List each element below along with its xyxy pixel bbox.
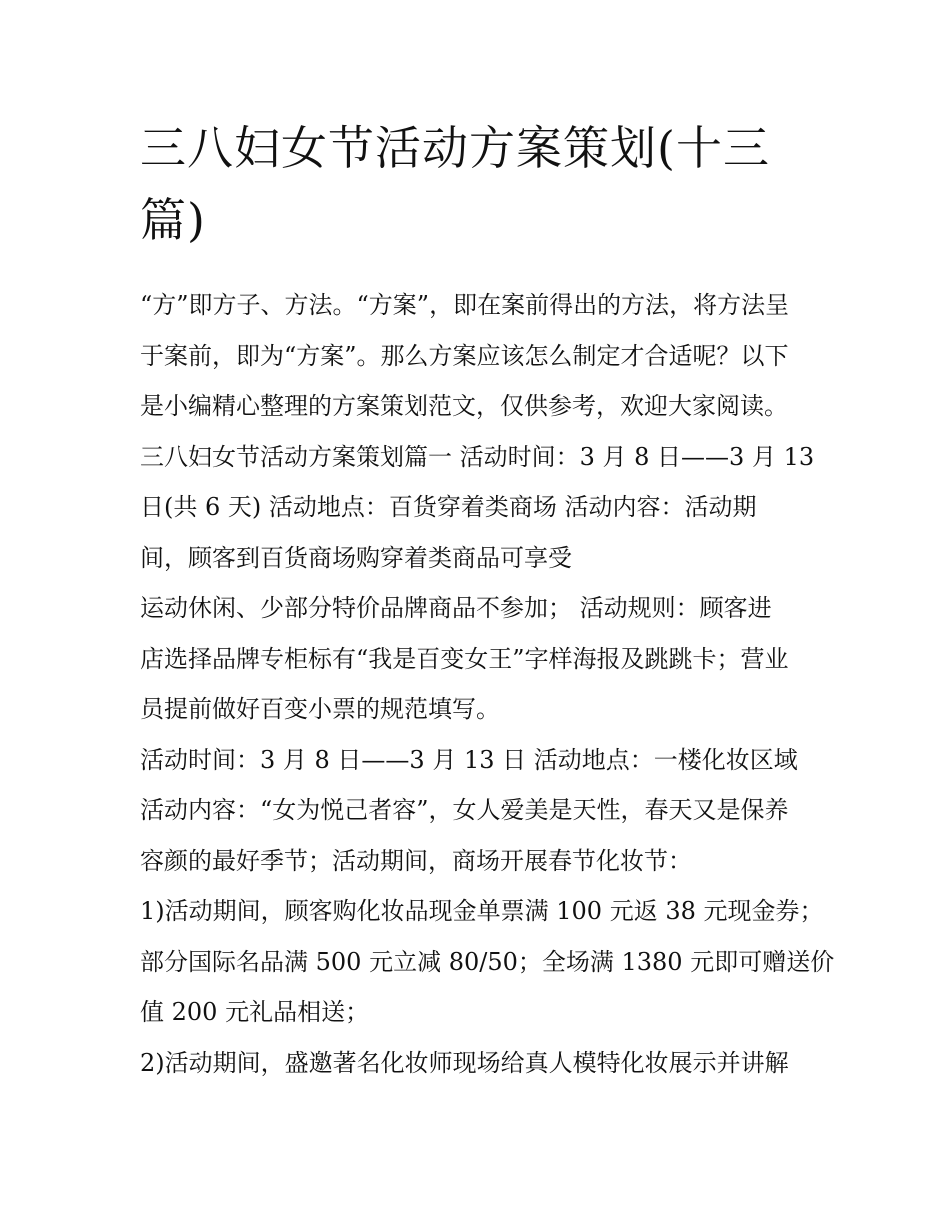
body-line: 值 200 元礼品相送；	[140, 998, 370, 1026]
body-line: 2)活动期间，盛邀著名化妆师现场给真人模特化妆展示并讲解	[140, 1048, 789, 1077]
title-line: 三八妇女节活动方案策划(十三	[140, 121, 770, 175]
body-line: 三八妇女节活动方案策划篇一 活动时间：3 月 8 日——3 月 13	[140, 442, 815, 471]
title-line: 篇)	[140, 193, 206, 247]
body-line: 员提前做好百变小票的规范填写。	[140, 695, 500, 723]
body-line: 1)活动期间，顾客购化妆品现金单票满 100 元返 38 元现金券；	[140, 897, 824, 925]
body-line: 于案前，即为“方案”。那么方案应该怎么制定才合适呢？以下	[140, 341, 789, 370]
document-body	[140, 280, 835, 1088]
body-line: 店选择品牌专柜标有“我是百变女王”字样海报及跳跳卡；营业	[140, 644, 789, 673]
body-line: 是小编精心整理的方案策划范文，仅供参考，欢迎大家阅读。	[140, 392, 788, 420]
body-line: 部分国际名品满 500 元立减 80/50；全场满 1380 元即可赠送价	[140, 947, 835, 976]
document-page	[140, 112, 835, 1088]
body-line: 日(共 6 天) 活动地点：百货穿着类商场 活动内容：活动期	[140, 493, 757, 521]
document-title	[140, 112, 815, 256]
body-line: 活动时间：3 月 8 日——3 月 13 日 活动地点：一楼化妆区域	[140, 745, 798, 774]
body-line: 运动休闲、少部分特价品牌商品不参加； 活动规则：顾客进	[140, 594, 772, 622]
body-line: 间，顾客到百货商场购穿着类商品可享受	[140, 543, 572, 572]
body-line: 活动内容：“女为悦己者容”，女人爱美是天性，春天又是保养	[140, 796, 789, 824]
body-line: “方”即方子、方法。“方案”，即在案前得出的方法，将方法呈	[140, 291, 790, 319]
body-line: 容颜的最好季节；活动期间，商场开展春节化妆节：	[140, 846, 692, 875]
